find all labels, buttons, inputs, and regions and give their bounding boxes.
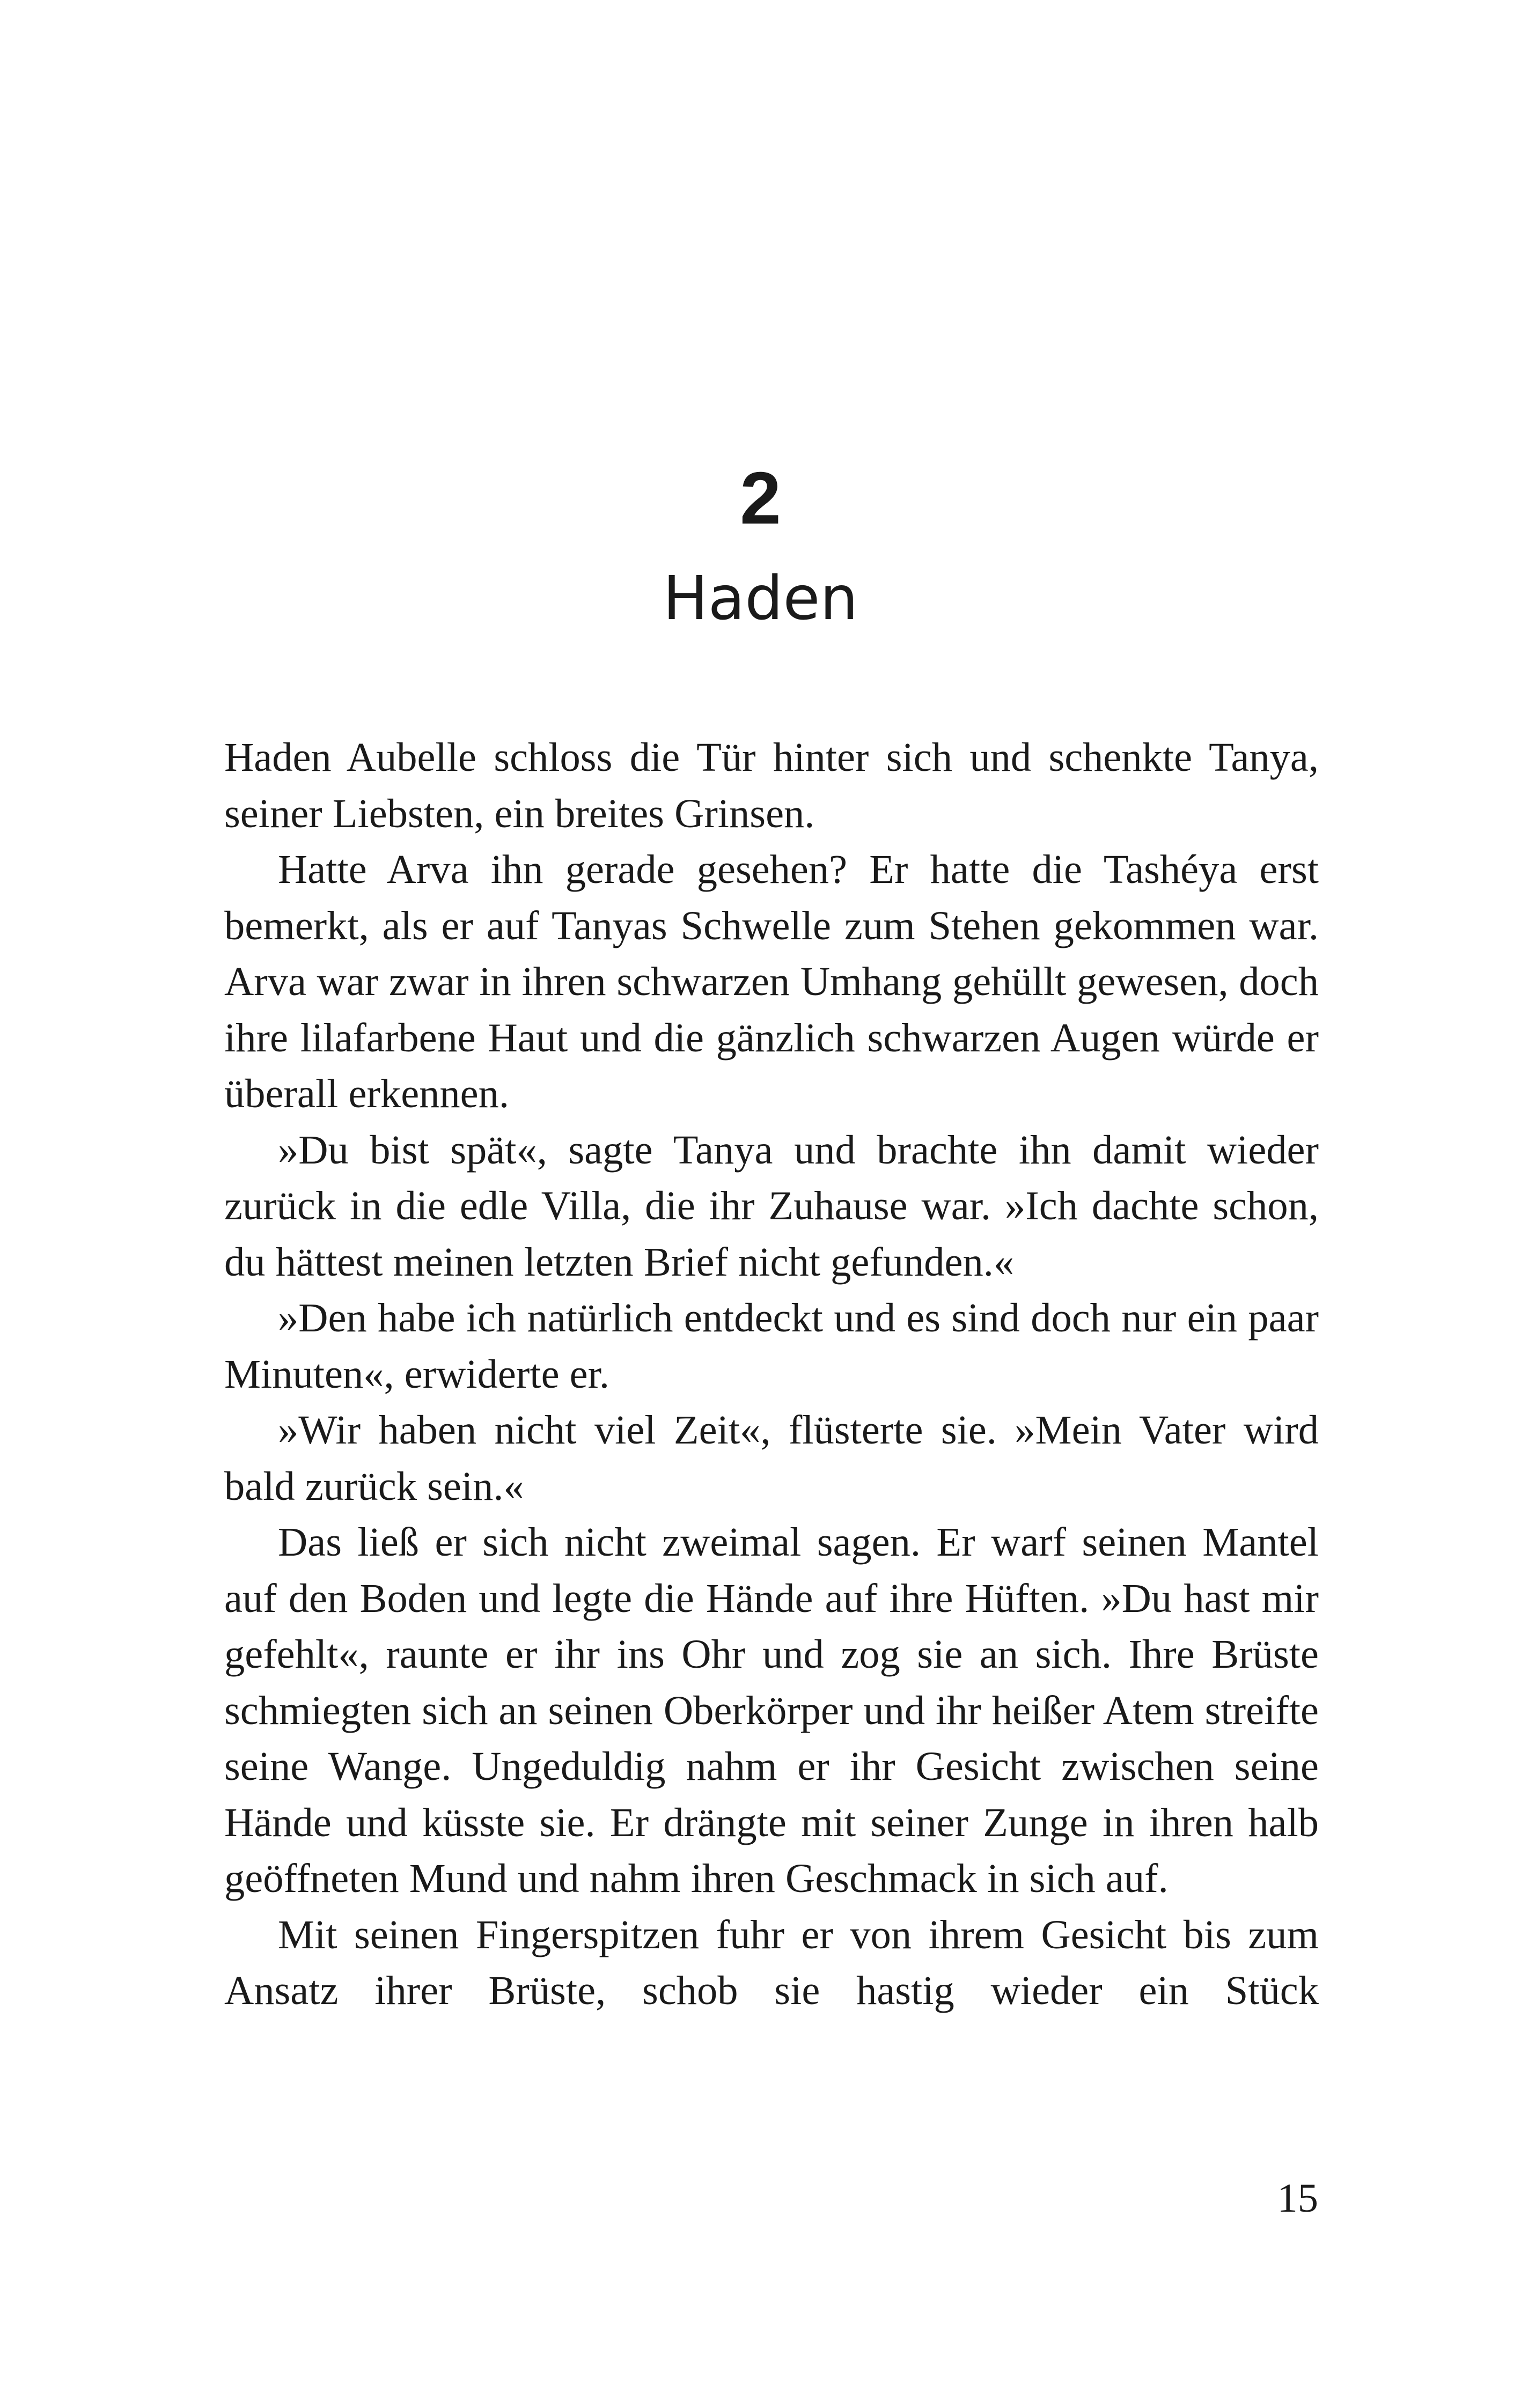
chapter-number: 2 <box>740 457 781 540</box>
paragraph: Mit seinen Fingerspitzen fuhr er von ihrem Gesicht bis zum Ansatz ihrer Brüste, schob sie hastig wieder ein Stück <box>224 1911 1319 2013</box>
paragraph: Das ließ er sich nicht zweimal sagen. Er warf seinen Mantel auf den Boden und legte die Hände auf ihre Hüften. »Du hast mir gefehlt«, raunte er ihr ins Ohr und zog sie an sich. Ihre Brüste schmiegten sich an seinen Oberkörper und ihr heißer Atem streifte seine Wange. Ungeduldig nahm er ihr Gesicht zwischen seine Hände und küsste sie. Er drängte mit seiner Zunge in ihren halb geöffneten Mund und nahm ihren Geschmack in sich auf. <box>224 1519 1319 1901</box>
paragraph: Haden Aubelle schloss die Tür hinter sich und schenkte Tanya, seiner Liebsten, ein breites Grinsen. <box>224 734 1319 836</box>
chapter-title: Haden <box>663 564 858 634</box>
paragraph: »Wir haben nicht viel Zeit«, flüsterte sie. »Mein Vater wird bald zurück sein.« <box>224 1407 1319 1509</box>
body-text <box>224 730 1319 2019</box>
paragraph: »Den habe ich natürlich entdeckt und es sind doch nur ein paar Minuten«, erwiderte er. <box>224 1295 1319 1397</box>
page-number: 15 <box>1277 2175 1318 2221</box>
paragraph: »Du bist spät«, sagte Tanya und brachte ihn damit wieder zurück in die edle Villa, die ihr Zuhause war. »Ich dachte schon, du hättest meinen letzten Brief nicht gefunden.« <box>224 1126 1319 1285</box>
paragraph: Hatte Arva ihn gerade gesehen? Er hatte die Tashéya erst bemerkt, als er auf Tanyas Schwelle zum Stehen gekommen war. Arva war zwar in ihren schwarzen Umhang gehüllt gewesen, doch ihre lilafarbene Haut und die gänzlich schwarzen Augen würde er überall erkennen. <box>224 846 1319 1116</box>
